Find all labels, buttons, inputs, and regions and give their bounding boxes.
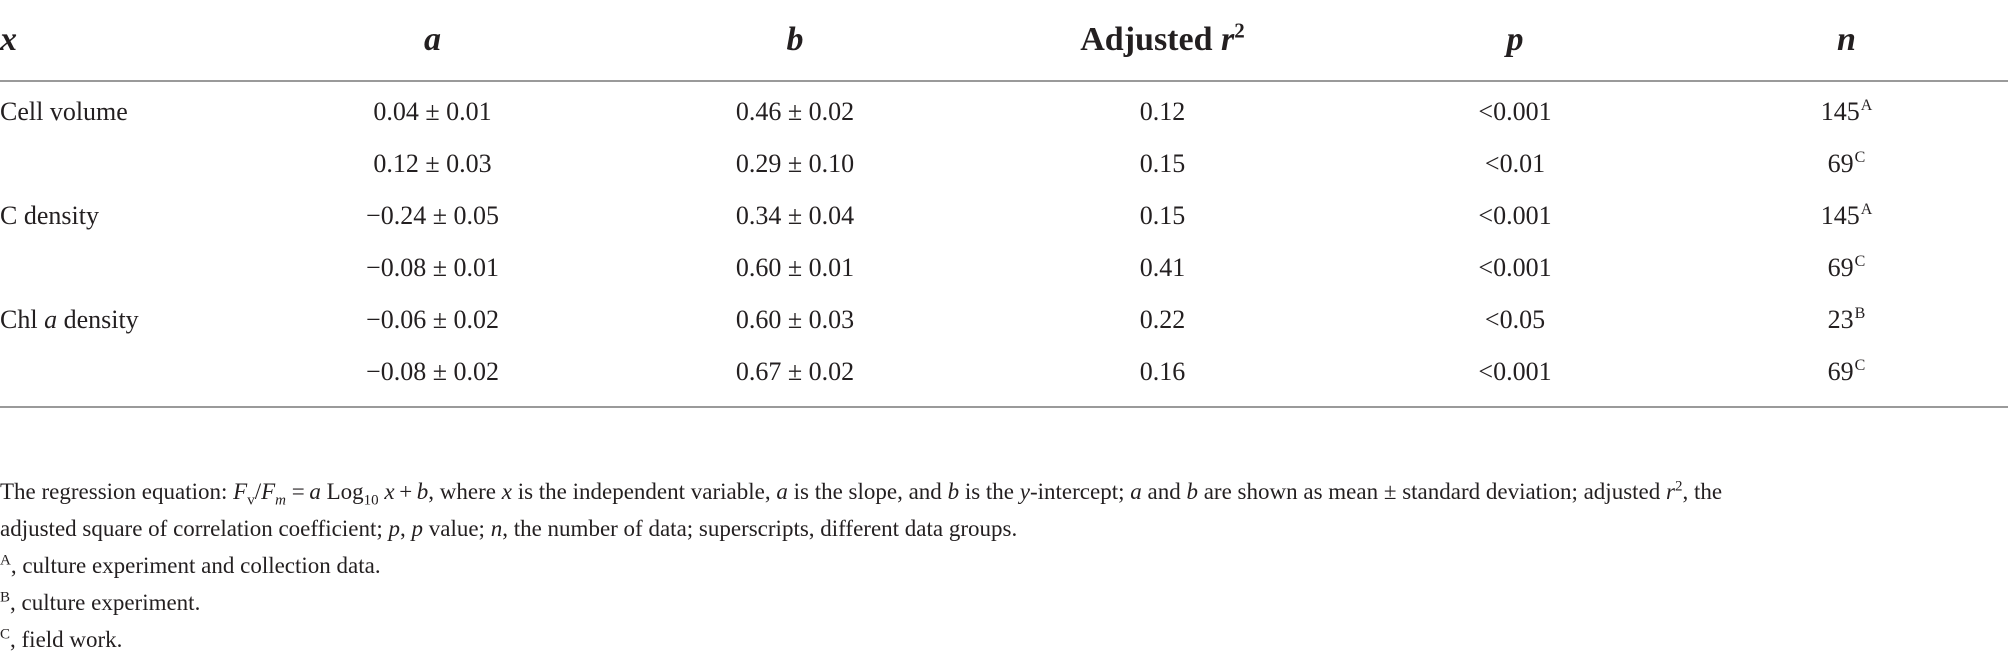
table-row bbox=[0, 346, 2008, 407]
cell-x: Cell volume bbox=[0, 97, 128, 126]
cell-a: 0.04 ± 0.01 bbox=[373, 97, 492, 126]
cell-adjusted-r2: 0.16 bbox=[980, 346, 1345, 407]
header-n: n bbox=[1685, 0, 2008, 81]
footnote-group-c: $^C$, field work. bbox=[0, 626, 123, 652]
cell-adjusted-r2: 0.15 bbox=[1139, 201, 1186, 230]
cell-n: $145^A$ bbox=[1820, 97, 1873, 126]
cell-p: <0.001 bbox=[1478, 201, 1552, 230]
group-superscript: B bbox=[1854, 305, 1866, 323]
group-superscript: A bbox=[1860, 201, 1873, 219]
group-superscript: C bbox=[1854, 357, 1866, 375]
cell-b: 0.67 ± 0.02 bbox=[610, 346, 980, 407]
cell-b: 0.46 ± 0.02 bbox=[735, 97, 855, 126]
cell-b: 0.29 ± 0.10 bbox=[735, 149, 855, 178]
group-superscript: A bbox=[1860, 97, 1873, 115]
cell-p: <0.001 bbox=[1478, 253, 1552, 282]
table-header-row bbox=[0, 0, 2008, 81]
table-body bbox=[0, 81, 2008, 407]
cell-b: 0.60 ± 0.03 bbox=[735, 305, 855, 334]
header-p: p bbox=[1345, 0, 1685, 81]
table-row bbox=[0, 294, 2008, 346]
table-row bbox=[0, 81, 2008, 138]
cell-x bbox=[0, 346, 255, 407]
table-row bbox=[0, 190, 2008, 242]
group-superscript: C bbox=[1854, 253, 1866, 271]
cell-b: 0.34 ± 0.04 bbox=[735, 201, 855, 230]
cell-n: $69^C$ bbox=[1685, 346, 2008, 407]
cell-n: $145^A$ bbox=[1820, 201, 1873, 230]
cell-adjusted-r2: 0.15 bbox=[1139, 149, 1186, 178]
footnote-group-b: $^B$, culture experiment. bbox=[0, 589, 201, 615]
footnote-equation-line-2: adjusted square of correlation coefficient; p, p value; n, the number of data; superscripts, different data groups. bbox=[0, 516, 1018, 541]
cell-a: −0.08 ± 0.02 bbox=[255, 346, 610, 407]
cell-x bbox=[0, 138, 255, 190]
header-x: x bbox=[0, 0, 255, 81]
cell-adjusted-r2: 0.12 bbox=[1139, 97, 1186, 126]
table-row bbox=[0, 242, 2008, 294]
header-adjusted-r2: Adjusted $r^2$ bbox=[980, 0, 1345, 81]
cell-x: C density bbox=[0, 201, 99, 230]
cell-a: −0.24 ± 0.05 bbox=[366, 201, 499, 230]
table-row bbox=[0, 138, 2008, 190]
cell-b: 0.60 ± 0.01 bbox=[735, 253, 855, 282]
footnote-group-a: $^A$, culture experiment and collection data. bbox=[0, 552, 381, 578]
table-footnotes bbox=[0, 473, 2000, 658]
cell-p: <0.01 bbox=[1484, 149, 1546, 178]
cell-x: Chl a density bbox=[0, 305, 139, 334]
cell-n: $69^C$ bbox=[1827, 253, 1866, 282]
cell-n: $69^C$ bbox=[1827, 149, 1866, 178]
cell-p: <0.05 bbox=[1484, 305, 1546, 334]
cell-a: −0.06 ± 0.02 bbox=[366, 305, 499, 334]
cell-adjusted-r2: 0.22 bbox=[1139, 305, 1186, 334]
cell-adjusted-r2: 0.41 bbox=[1139, 253, 1186, 282]
header-b: b bbox=[610, 0, 980, 81]
header-a: a bbox=[255, 0, 610, 81]
cell-p: <0.001 bbox=[1478, 97, 1552, 126]
cell-a: 0.12 ± 0.03 bbox=[373, 149, 492, 178]
cell-x bbox=[0, 242, 255, 294]
footnote-equation-line-1: The regression equation: $F_v/F_m = a$ Log$_{10}$ x + b, where x is the independent variable, a is the slope, and b is the y-intercept; a and b are shown as mean ± standard deviation; adjusted $r^2$, the bbox=[0, 478, 1723, 509]
cell-n: $23^B$ bbox=[1827, 305, 1866, 334]
cell-a: −0.08 ± 0.01 bbox=[366, 253, 499, 282]
cell-p: <0.001 bbox=[1345, 346, 1685, 407]
group-superscript: C bbox=[1854, 149, 1866, 167]
